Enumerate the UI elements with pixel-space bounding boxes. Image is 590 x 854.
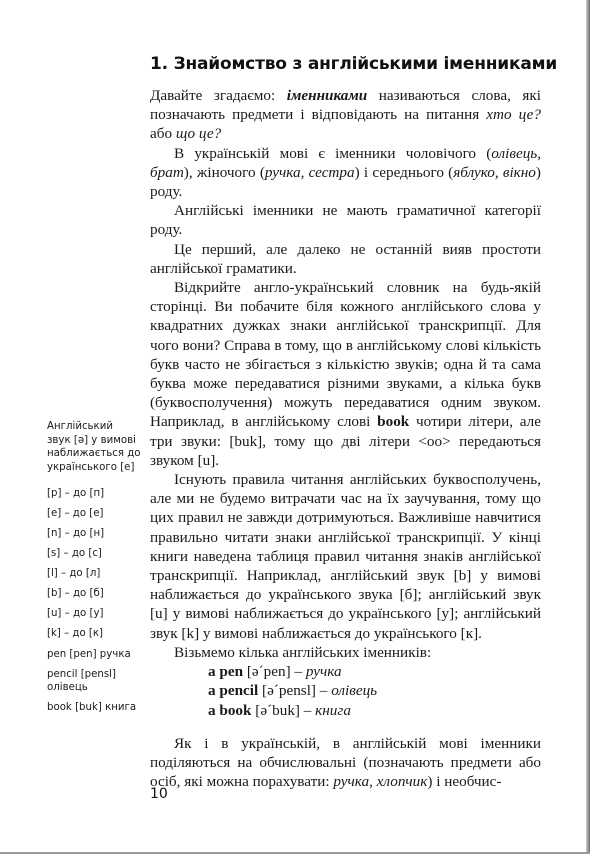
paragraph-1: Давайте згадаємо: іменниками називаються слова, які позначають предмети і відповідають на питання хто це? або що це? <box>150 87 541 143</box>
sidebar-note: Англійський звук [ə] у вимові наближається до українського [е] <box>47 421 141 473</box>
section-heading: 1. Знайомство з англійськими іменниками <box>150 54 558 74</box>
vocab-pen: pen [pen] ручка <box>47 649 131 660</box>
sound-pair: [p] – до [п] <box>47 488 105 499</box>
sound-pair: [b] – до [б] <box>47 588 104 599</box>
paragraph-2: В українській мові є іменники чоловічого (олівець, брат), жіночого (ручка, сестра) і середнього (яблуко, вікно) роду. <box>150 144 541 201</box>
sound-pair: [l] – до [л] <box>47 568 101 579</box>
paragraph-8: Як і в українській, в англійській мові іменники поділяються на обчислювальні (позначають предмети або осіб, які можна порахувати: ручка, хлопчик) і необчис- <box>150 734 541 791</box>
sound-pair: [k] – до [к] <box>47 628 104 639</box>
sidebar-sound-pairs <box>47 484 147 644</box>
sound-pair: [e] – до [е] <box>47 508 104 519</box>
example-pen: a pen [ə´pen] – ручка <box>208 663 342 681</box>
sidebar-vocabulary <box>47 648 147 714</box>
paragraph-5: Відкрийте англо-український словник на будь-якій сторінці. Ви побачите біля кожного англійського слова у квадратних дужках знаки англійської транскрипції. Для чого вони? Справа в тому, що в англійському слові кількість букв часто не збігається з кількістю звуків; одна й та сама буква може передаватися різними звуками, а кілька букв (буквосполучення) можуть передаватися одним звуком. Наприклад, в англійському слові book чотири літери, але три звуки: [buk], тому що дві літери <oo> передаються звуком [u]. <box>150 279 541 469</box>
page-number: 10 <box>150 786 168 802</box>
paragraph-4: Це перший, але далеко не останній вияв простоти англійської граматики. <box>150 240 541 277</box>
paragraph-6: Існують правила читання англійських буквосполучень, але ми не будемо витрачати час на їх заучування, тому що цих правил не завжди дотримуються. Важливіше навчитися правильно читати знаки англійської транскрипції. У кінці книги наведена таблиця правил читання знаків англійської транскрипції. Наприклад, англійський звук [b] у вимові наближається до українського звука [б]; англійський звук [u] у вимові наближається до українського [у]; англійський звук [k] у вимові наближається до українського [к]. <box>150 471 541 642</box>
sound-pair: [u] – до [у] <box>47 608 104 619</box>
sound-pair: [s] – до [с] <box>47 548 102 559</box>
paragraph-3: Англійські іменники не мають граматичної категорії роду. <box>150 202 541 239</box>
example-book: a book [ə´buk] – книга <box>208 701 351 719</box>
page-edge-shadow <box>586 0 590 854</box>
main-text <box>150 86 541 791</box>
vocab-pencil-ua: олівець <box>47 682 88 693</box>
paragraph-7: Візьмемо кілька англійських іменників: <box>174 643 432 661</box>
sound-pair: [n] – до [н] <box>47 528 105 539</box>
vocab-book: book [buk] книга <box>47 701 137 713</box>
vocab-pencil: pencil [pensl] <box>47 668 116 680</box>
example-pencil: a pencil [ə´pensl] – олівець <box>208 682 378 700</box>
